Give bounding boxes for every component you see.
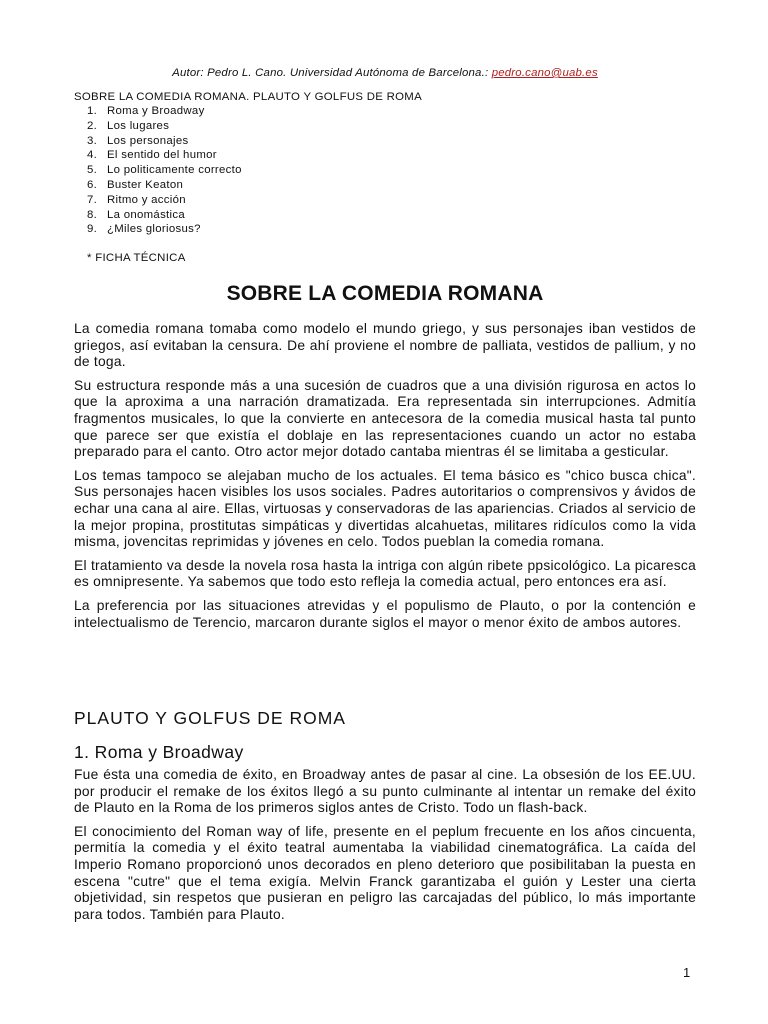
paragraph: El tratamiento va desde la novela rosa hasta la intriga con algún ribete ppsicológico. La picaresca es omnipresente. Ya sabemos que todo esto refleja la comedia actual, pero entonces era así. [74, 557, 696, 590]
author-text: Autor: Pedro L. Cano. Universidad Autónoma de Barcelona.: [172, 67, 492, 79]
main-title: SOBRE LA COMEDIA ROMANA [226, 282, 544, 305]
toc-item[interactable]: 7. Ritmo y acción [87, 193, 186, 206]
paragraph: El conocimiento del Roman way of life, presente en el peplum frecuente en los años cincuenta, permitía la comedia y el éxito teatral aumentaba la viabilidad cinematográfica. La caída del Imperio Romano proporcionó unos decorados en pleno deterioro que posibilitaban la puesta en escena "cutre" que el tema exigía. Melvin Franck garantizaba el guión y Lester una cierta objetividad, sin respetos que pusieran en peligro las carcajadas del público, lo más importante para todos. También para Plauto. [74, 823, 696, 922]
table-of-contents [87, 104, 242, 237]
section-heading: PLAUTO Y GOLFUS DE ROMA [74, 708, 346, 728]
toc-title: SOBRE LA COMEDIA ROMANA. PLAUTO Y GOLFUS DE ROMA [74, 91, 422, 103]
toc-item[interactable]: 9. ¿Miles gloriosus? [87, 223, 201, 236]
section1-body [74, 767, 696, 923]
author-line [74, 67, 696, 79]
author-email-link[interactable]: pedro.cano@uab.es [491, 67, 598, 79]
intro-body [74, 321, 696, 631]
sub-heading: 1. Roma y Broadway [74, 742, 244, 762]
toc-item[interactable]: 4. El sentido del humor [87, 149, 217, 162]
page-number: 1 [683, 965, 691, 980]
toc-item[interactable]: 5. Lo politicamente correcto [87, 164, 242, 177]
paragraph: La comedia romana tomaba como modelo el mundo griego, y sus personajes iban vestidos de griegos, así evitaban la censura. De ahí proviene el nombre de palliata, vestidos de pallium, y no de toga. [74, 321, 696, 370]
paragraph: La preferencia por las situaciones atrevidas y el populismo de Plauto, o por la contención e intelectualismo de Terencio, marcaron durante siglos el mayor o menor éxito de ambos autores. [74, 597, 696, 630]
toc-item[interactable]: 1. Roma y Broadway [87, 105, 205, 117]
toc-ficha-tecnica[interactable]: * FICHA TÉCNICA [87, 252, 186, 264]
toc-item[interactable]: 8. La onomástica [87, 208, 185, 221]
toc-item[interactable]: 6. Buster Keaton [87, 178, 184, 191]
paragraph: Los temas tampoco se alejaban mucho de los actuales. El tema básico es "chico busca chica". Sus personajes hacen visibles los usos sociales. Padres autoritarios o comprensivos y ávidos de echar una cana al aire. Ellas, virtuosas y conservadoras de las apariencias. Criados al servicio de la mejor propina, prostitutas simpáticas y divertidas alcahuetas, militares ridículos como la vida misma, jovencitas reprimidas y jóvenes en celo. Todos pueblan la comedia romana. [74, 467, 696, 550]
paragraph: Fue ésta una comedia de éxito, en Broadway antes de pasar al cine. La obsesión de los EE.UU. por producir el remake de los éxitos llegó a su punto culminante al intentar un remake del éxito de Plauto en la Roma de los primeros siglos antes de Cristo. Todo un flash-back. [74, 767, 696, 816]
toc-item[interactable]: 3. Los personajes [87, 134, 189, 147]
toc-item[interactable]: 2. Los lugares [87, 119, 170, 132]
paragraph: Su estructura responde más a una sucesión de cuadros que a una división rigurosa en actos lo que la aproxima a una narración dramatizada. Era representada sin interrupciones. Admitía fragmentos musicales, lo que la convierte en antecesora de la comedia musical hasta tal punto que parece ser que existía el doblaje en las representaciones cuando un actor no estaba preparado para el canto. Otro actor mejor dotado cantaba mientras él se limitaba a gesticular. [74, 377, 696, 460]
